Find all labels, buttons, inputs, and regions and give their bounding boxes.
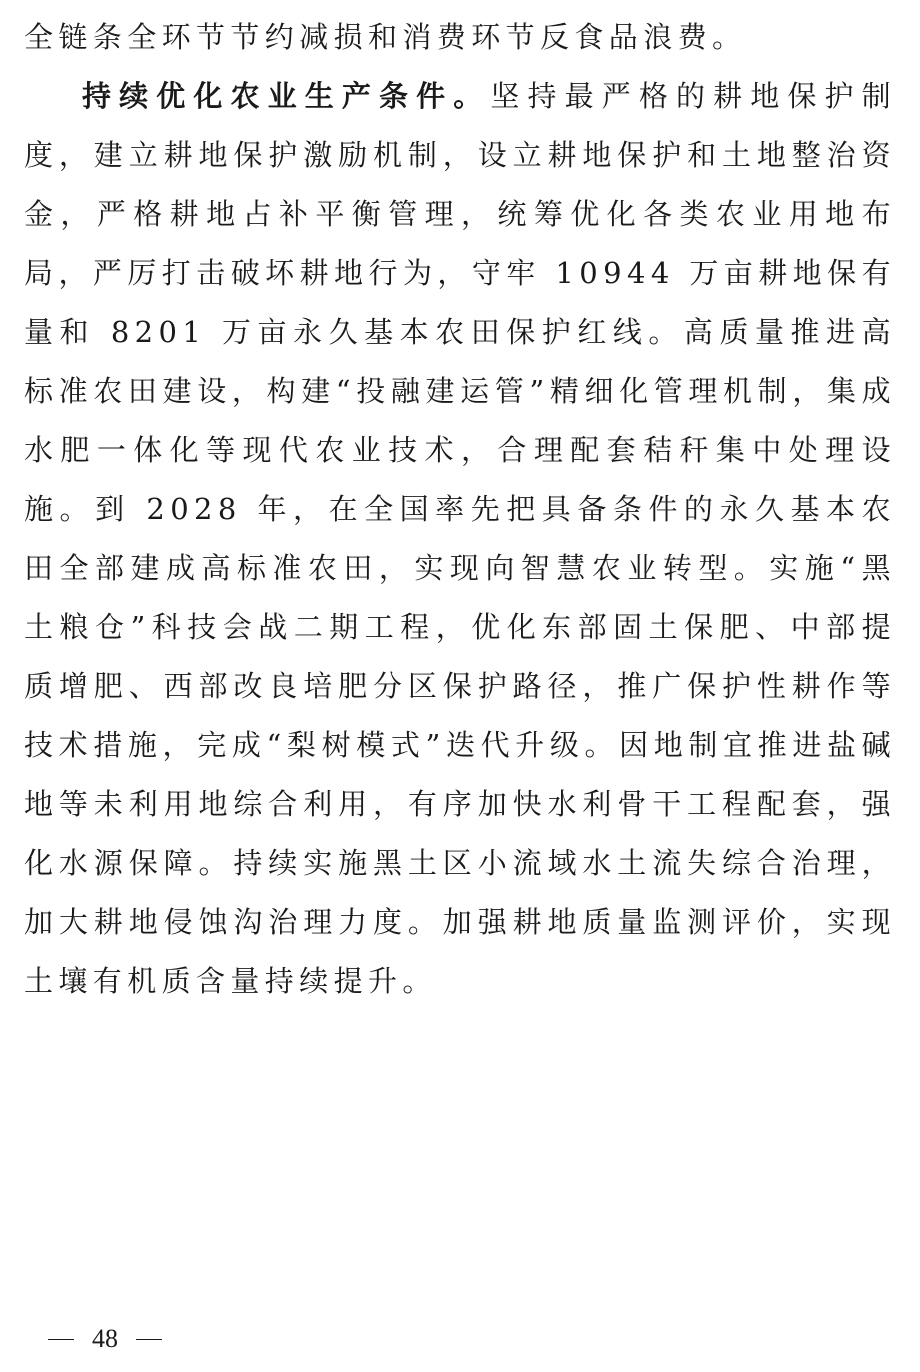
- continuation-line: 全链条全环节节约减损和消费环节反食品浪费。: [24, 20, 747, 54]
- paragraph-heading: 持续优化农业生产条件。: [82, 79, 491, 113]
- footer-dash-left: [48, 1339, 74, 1340]
- paragraph-body: 坚持最严格的耕地保护制度，建立耕地保护激励机制，设立耕地保护和土地整治资金，严格耕地占补平衡管理，统筹优化各类农业用地布局，严厉打击破坏耕地行为，守牢 10944 万亩耕地保有量和 8201 万亩永久基本农田保护红线。高质量推进高标准农田建设，构建“投融建运管”精细化管理机制，集成水肥一体化等现代农业技术，合理配套秸秆集中处理设施。到 2028 年，在全国率先把具备条件的永久基本农田全部建成高标准农田，实现向智慧农业转型。实施“黑土粮仓”科技会战二期工程，优化东部固土保肥、中部提质增肥、西部改良培肥分区保护路径，推广保护性耕作等技术措施，完成“梨树模式”迭代升级。因地制宜推进盐碱地等未利用地综合利用，有序加快水利骨干工程配套，强化水源保障。持续实施黑土区小流域水土流失综合治理，加大耕地侵蚀沟治理力度。加强耕地质量监测评价，实现土壤有机质含量持续提升。: [24, 79, 896, 998]
- footer-dash-right: [136, 1339, 162, 1340]
- body-paragraph: [24, 67, 896, 1011]
- page-number: 48: [92, 1324, 118, 1353]
- page-footer: [48, 1321, 162, 1357]
